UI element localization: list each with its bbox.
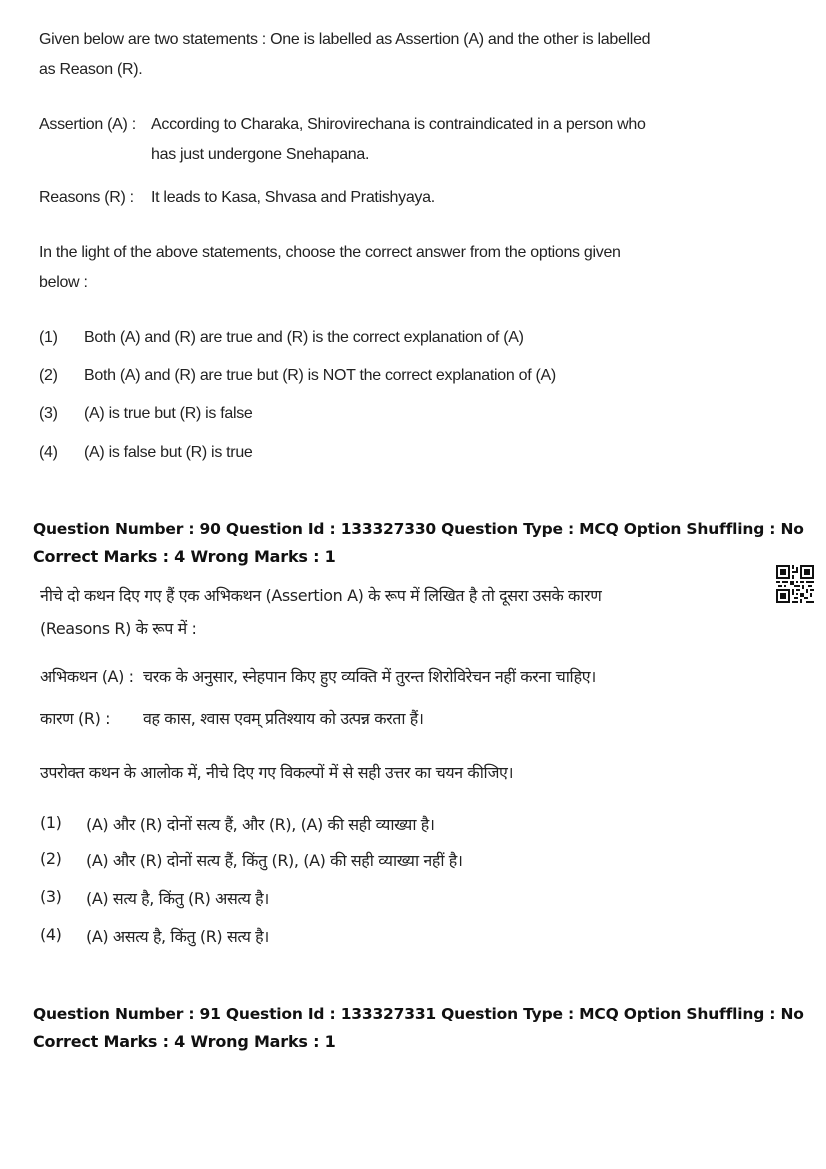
q89-option-number: (4) [39,444,58,461]
q89-assertion-line1: According to Charaka, Shirovirechana is contraindicated in a person who [151,116,646,133]
q89-prompt-line2: below : [39,274,88,291]
q89-option-text: (A) is true but (R) is false [84,405,253,422]
q90-option-number: (1) [40,813,62,832]
q90-option-number: (4) [40,925,62,944]
qr-code-icon [776,565,814,603]
q89-reason-label: Reasons (R) : [39,189,134,206]
q89-option-number: (1) [39,329,58,346]
q89-assertion-line2: has just undergone Snehapana. [151,146,370,163]
q90-assertion-text: चरक के अनुसार, स्नेहपान किए हुए व्यक्ति में तुरन्त शिरोविरेचन नहीं करना चाहिए। [143,667,596,686]
q89-assertion-label: Assertion (A) : [39,116,136,133]
q91-header-line2: Correct Marks : 4 Wrong Marks : 1 [33,1032,336,1051]
q90-intro-line1: नीचे दो कथन दिए गए हैं एक अभिकथन (Assertion A) के रूप में लिखित है तो दूसरा उसके कारण [40,586,602,605]
q90-reason-text: वह कास, श्वास एवम् प्रतिश्याय को उत्पन्न करता हैं। [143,709,424,728]
q90-header-line2: Correct Marks : 4 Wrong Marks : 1 [33,547,336,566]
q89-prompt-line1: In the light of the above statements, choose the correct answer from the options given [39,244,621,261]
q89-option-number: (3) [39,405,58,422]
q90-header-line1: Question Number : 90 Question Id : 133327330 Question Type : MCQ Option Shuffling : No [33,520,804,538]
q90-intro-line2: (Reasons R) के रूप में : [40,619,197,638]
q90-option-number: (2) [40,849,62,868]
q90-prompt: उपरोक्त कथन के आलोक में, नीचे दिए गए विकल्पों में से सही उत्तर का चयन कीजिए। [40,763,514,782]
q90-option-number: (3) [40,887,62,906]
q90-option-text: (A) और (R) दोनों सत्य हैं, और (R), (A) की सही व्याख्या है। [86,815,435,834]
q89-option-text: Both (A) and (R) are true and (R) is the correct explanation of (A) [84,329,524,346]
q90-reason-label: कारण (R) : [40,709,111,728]
q89-option-number: (2) [39,367,58,384]
q90-option-text: (A) असत्य है, किंतु (R) सत्य है। [86,927,269,946]
q89-intro-line1: Given below are two statements : One is labelled as Assertion (A) and the other is labelled [39,31,651,48]
q89-reason-text: It leads to Kasa, Shvasa and Pratishyaya. [151,189,435,206]
q89-option-text: (A) is false but (R) is true [84,444,253,461]
q90-assertion-label: अभिकथन (A) : [40,667,134,686]
q91-header-line1: Question Number : 91 Question Id : 133327331 Question Type : MCQ Option Shuffling : No [33,1005,804,1023]
q89-intro-line2: as Reason (R). [39,61,143,78]
q89-option-text: Both (A) and (R) are true but (R) is NOT the correct explanation of (A) [84,367,556,384]
q90-option-text: (A) सत्य है, किंतु (R) असत्य है। [86,889,269,908]
q90-option-text: (A) और (R) दोनों सत्य हैं, किंतु (R), (A) की सही व्याख्या नहीं है। [86,851,463,870]
